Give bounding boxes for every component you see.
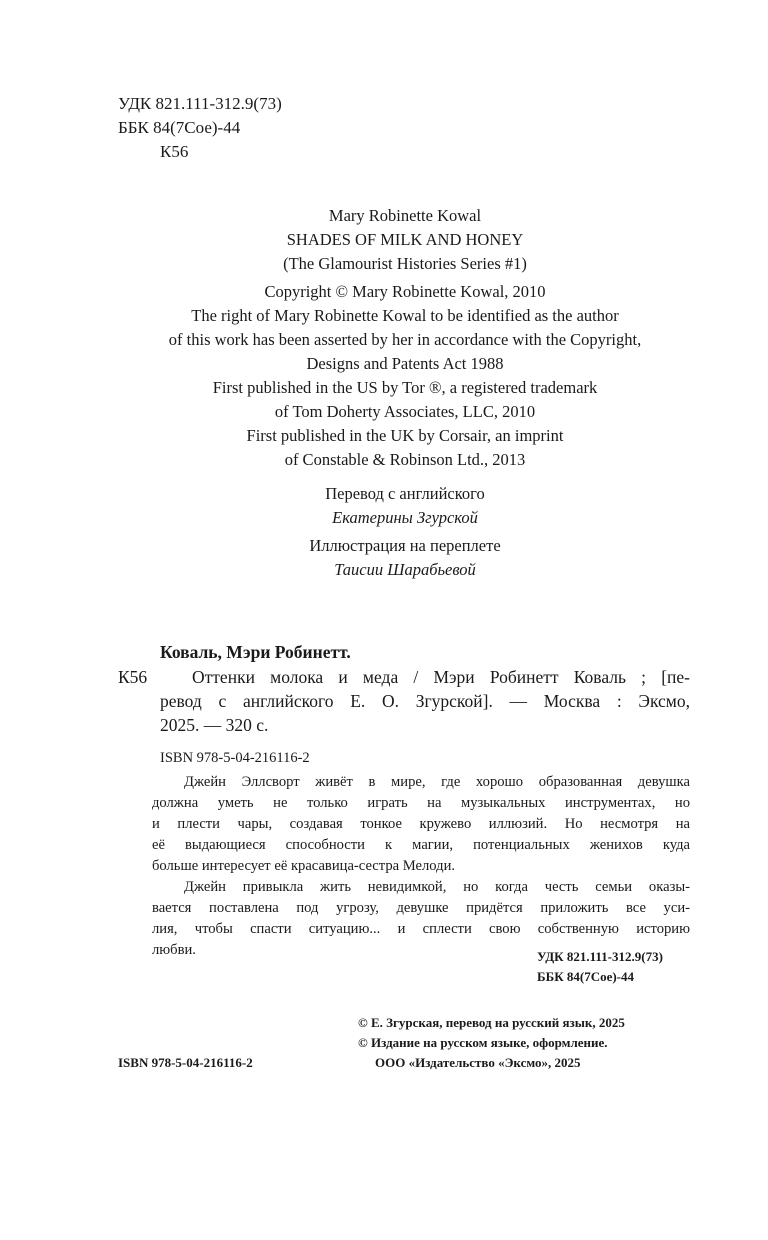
copyright-line: of Tom Doherty Associates, LLC, 2010	[274, 402, 536, 421]
udk-code: УДК 821.111-312.9(73)	[118, 94, 282, 113]
annotation-line: вается поставлена под угрозу, девушке придётся приложить все уси-	[152, 900, 690, 916]
illustration-label: Иллюстрация на переплете	[309, 536, 501, 555]
translation-label: Перевод с английского	[325, 484, 485, 503]
annotation-line: больше интересует её красавица-сестра Мелоди.	[152, 858, 456, 874]
annotation-line: лия, чтобы спасти ситуацию... и сплести свою собственную историю	[152, 921, 690, 937]
copyright-line: of this work has been asserted by her in accordance with the Copyright,	[168, 330, 642, 349]
entry-heading: Коваль, Мэри Робинетт.	[160, 642, 351, 662]
annotation-bbk: ББК 84(7Сое)-44	[537, 969, 635, 984]
copyright-line: First published in the UK by Corsair, an imprint	[246, 426, 564, 445]
footer-copyright: © Е. Згурская, перевод на русский язык, 2025	[358, 1015, 625, 1030]
original-author: Mary Robinette Kowal	[328, 206, 482, 225]
annotation-udk: УДК 821.111-312.9(73)	[537, 949, 663, 964]
entry-isbn: ISBN 978-5-04-216116-2	[160, 750, 310, 766]
copyright-line: Designs and Patents Act 1988	[306, 354, 504, 373]
entry-line: Оттенки молока и меда / Мэри Робинетт Коваль ; [пе-	[192, 667, 690, 687]
copyright-line: The right of Mary Robinette Kowal to be identified as the author	[191, 306, 619, 325]
copyright-line: First published in the US by Tor ®, a registered trademark	[212, 378, 598, 397]
copyright-line: of Constable & Robinson Ltd., 2013	[284, 450, 526, 469]
original-series: (The Glamourist Histories Series #1)	[283, 254, 527, 273]
bbk-code: ББК 84(7Сое)-44	[118, 118, 241, 137]
annotation-line: любви.	[152, 942, 196, 958]
entry-line: ревод с английского Е. О. Згурской]. — Москва : Эксмо,	[160, 691, 690, 711]
footer-copyright: © Издание на русском языке, оформление.	[358, 1035, 608, 1050]
annotation-line: и плести чары, создавая тонкое кружево иллюзий. Но несмотря на	[152, 816, 690, 832]
copyright-line: Copyright © Mary Robinette Kowal, 2010	[264, 282, 546, 301]
annotation-line: должна уметь не только играть на музыкальных инструментах, но	[152, 795, 690, 811]
author-sign: К56	[160, 142, 189, 161]
translator-name: Екатерины Згурской	[332, 508, 478, 527]
annotation-line: Джейн Эллсворт живёт в мире, где хорошо образованная девушка	[184, 774, 690, 790]
footer-copyright: ООО «Издательство «Эксмо», 2025	[375, 1055, 581, 1070]
annotation-line: её выдающиеся способности к магии, потенциальных женихов куда	[152, 837, 690, 853]
original-title: SHADES OF MILK AND HONEY	[286, 230, 524, 249]
entry-line: 2025. — 320 с.	[160, 715, 269, 735]
footer-isbn: ISBN 978-5-04-216116-2	[118, 1055, 253, 1070]
illustrator-name: Таисии Шарабьевой	[334, 560, 476, 579]
annotation-line: Джейн привыкла жить невидимкой, но когда честь семьи оказы-	[184, 879, 690, 895]
entry-code: К56	[118, 667, 148, 687]
